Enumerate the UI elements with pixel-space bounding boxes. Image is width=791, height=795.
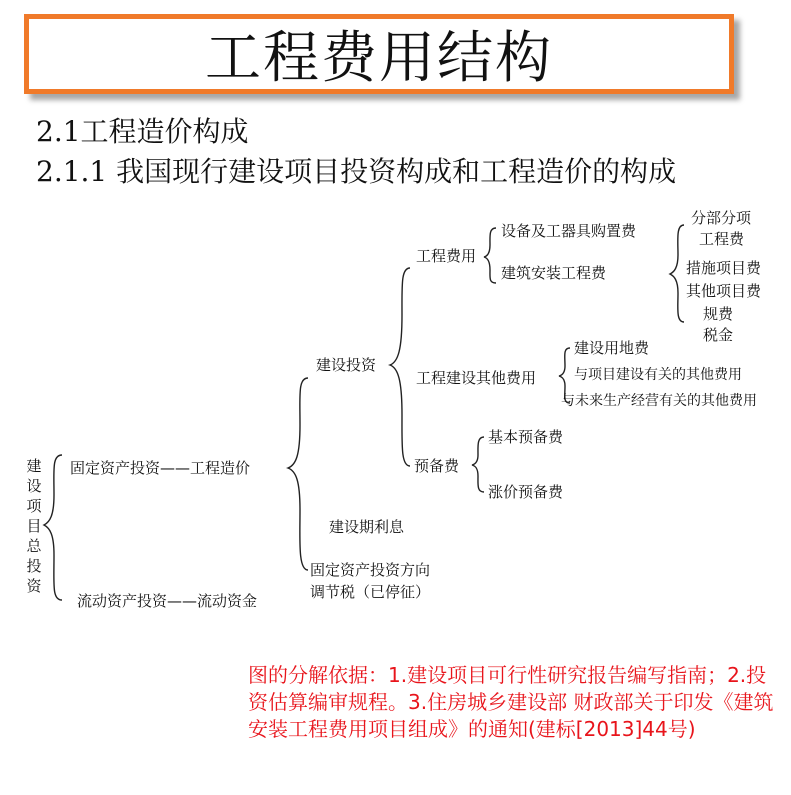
tax-node: 税金 <box>703 326 734 344</box>
engineering-fee-node: 工程费用 <box>416 247 477 265</box>
price-reserve-node: 涨价预备费 <box>488 483 564 501</box>
other-items-fee-node: 其他项目费 <box>686 282 762 300</box>
other-fee-node: 工程建设其他费用 <box>416 369 537 387</box>
land-fee-node: 建设用地费 <box>574 339 650 357</box>
measures-fee-node: 措施项目费 <box>686 259 762 277</box>
fixed-asset-node: 固定资产投资——工程造价 <box>70 459 251 477</box>
related-fee-node: 与项目建设有关的其他费用 <box>574 367 742 383</box>
source-note: 图的分解依据：1.建设项目可行性研究报告编写指南；2.投资估算编审规程。3.住房城乡建设部 财政部关于印发《建筑安装工程费用项目组成》的通知(建标[2013]44号) <box>248 663 774 741</box>
brace-engineering-fee <box>484 228 496 283</box>
root-node: 建设项目总投资 <box>26 457 42 595</box>
basic-reserve-node: 基本预备费 <box>488 428 564 446</box>
sub-project-line1: 分部分项 <box>691 209 752 227</box>
construction-interest-node: 建设期利息 <box>329 518 405 536</box>
brace-reserve-fee <box>472 437 484 492</box>
reserve-fee-node: 预备费 <box>414 457 460 475</box>
brace-installation-fee <box>670 225 684 322</box>
current-asset-node: 流动资产投资——流动资金 <box>77 592 258 610</box>
adjustment-tax-line2: 调节税（已停征） <box>310 583 431 601</box>
future-fee-node: 与未来生产经营有关的其他费用 <box>561 393 757 409</box>
section-heading: 2.1工程造价构成 <box>36 115 249 148</box>
brace-root <box>44 455 62 600</box>
brace-fixed-asset <box>288 378 308 570</box>
adjustment-tax-line1: 固定资产投资方向 <box>310 561 431 579</box>
brace-construction-investment <box>390 268 410 466</box>
construction-investment-node: 建设投资 <box>316 356 377 374</box>
installation-fee-node: 建筑安装工程费 <box>501 264 607 282</box>
slide-title: 工程费用结构 <box>205 26 553 91</box>
equipment-fee-node: 设备及工器具购置费 <box>501 222 637 240</box>
regulation-fee-node: 规费 <box>703 305 734 323</box>
subsection-heading: 2.1.1 我国现行建设项目投资构成和工程造价的构成 <box>36 155 677 188</box>
sub-project-line2: 工程费 <box>699 230 745 248</box>
